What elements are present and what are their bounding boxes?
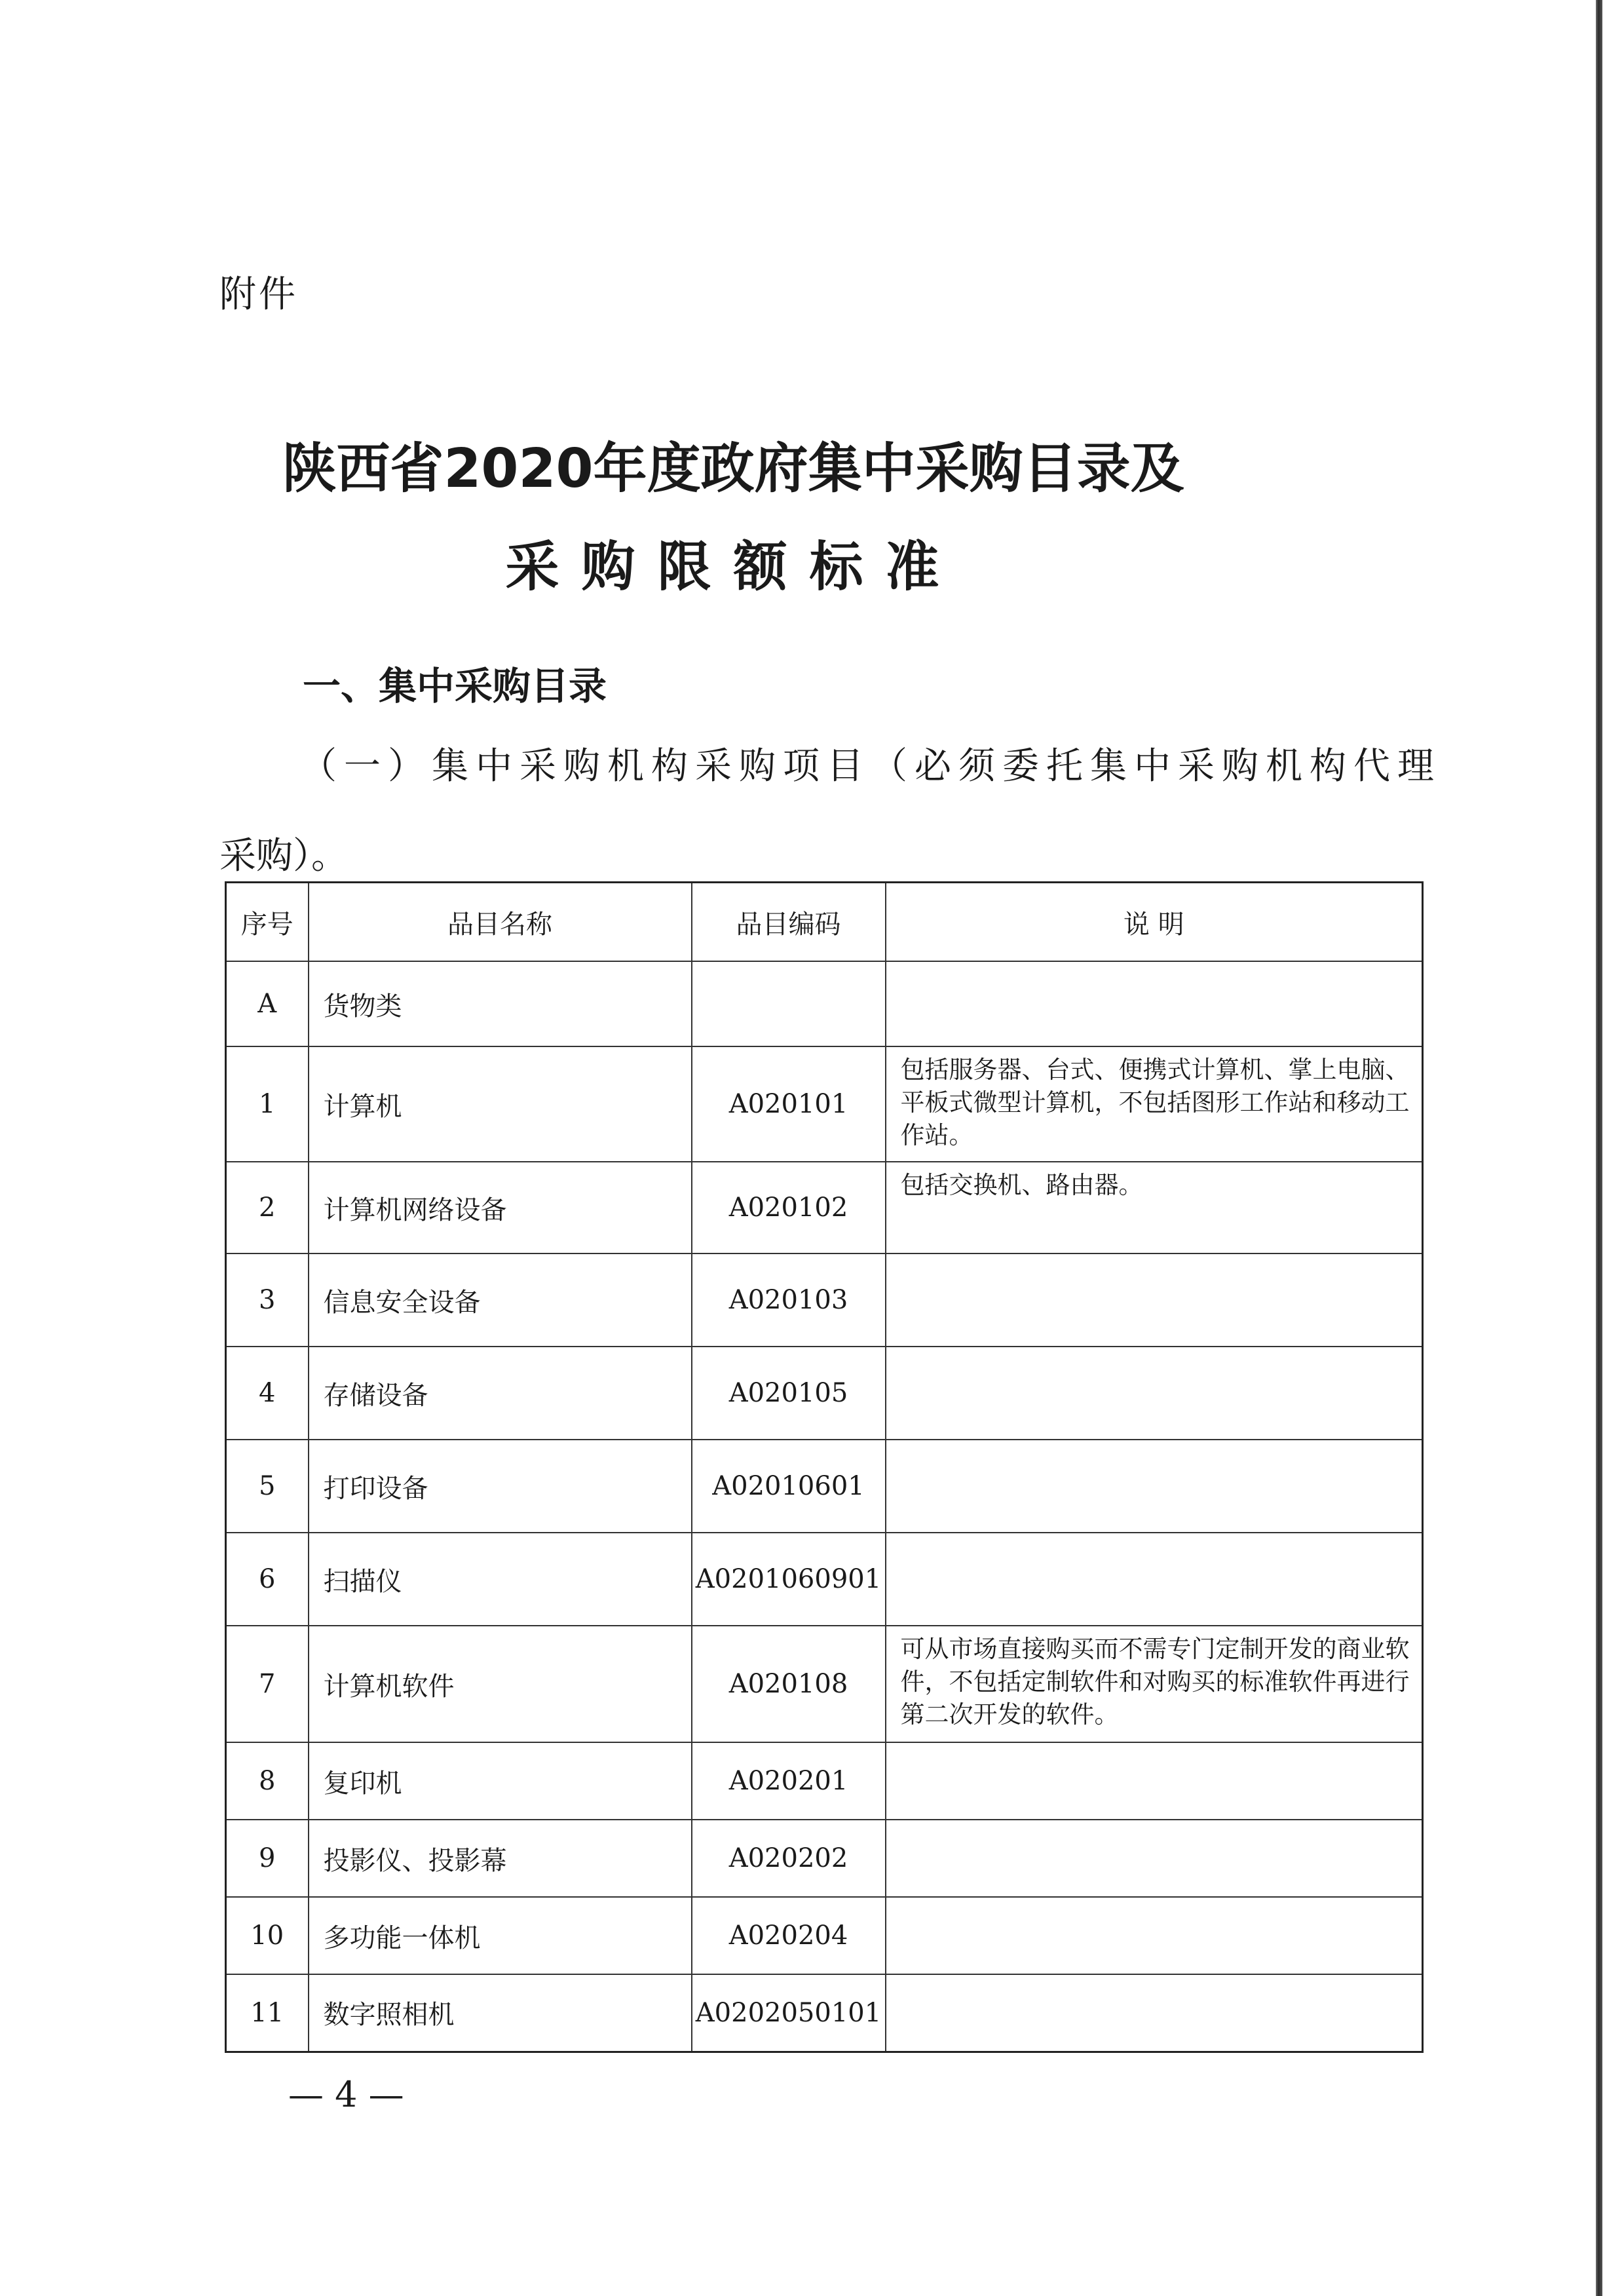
item-description: 包括交换机、路由器。 — [886, 1162, 1423, 1253]
header-no: 序号 — [226, 883, 309, 962]
item-description — [886, 1897, 1423, 1974]
item-description — [886, 1440, 1423, 1533]
table-row — [226, 1820, 1423, 1897]
document-title-line1: 陕西省2020年度政府集中采购目录及 — [282, 438, 1184, 500]
item-name: 打印设备 — [309, 1440, 692, 1533]
item-name: 计算机软件 — [309, 1626, 692, 1742]
item-code: A0202050101 — [692, 1974, 886, 2052]
header-item-name: 品目名称 — [309, 883, 692, 962]
item-description: 可从市场直接购买而不需专门定制开发的商业软件，不包括定制软件和对购买的标准软件再进行第二次开发的软件。 — [886, 1626, 1423, 1742]
header-description: 说 明 — [886, 883, 1423, 962]
subsection-text-line1: （一）集中采购机构采购项目（必须委托集中采购机构代理 — [300, 745, 1441, 788]
item-code: A020103 — [692, 1253, 886, 1347]
item-description — [886, 1974, 1423, 2052]
item-name: 数字照相机 — [309, 1974, 692, 2052]
page-number: — 4 — — [288, 2074, 404, 2115]
row-number: 11 — [226, 1974, 309, 2052]
row-number: 2 — [226, 1162, 309, 1253]
table-row — [226, 1974, 1423, 2052]
item-description — [886, 961, 1423, 1046]
section-heading: 一、集中采购目录 — [303, 664, 607, 708]
table-row — [226, 1253, 1423, 1347]
table-header-row — [226, 883, 1423, 962]
row-number: 1 — [226, 1046, 309, 1162]
item-description — [886, 1742, 1423, 1820]
item-description — [886, 1347, 1423, 1440]
table-row — [226, 1162, 1423, 1253]
item-code: A020108 — [692, 1626, 886, 1742]
row-number: A — [226, 961, 309, 1046]
table-row — [226, 1626, 1423, 1742]
subsection-text-line2: 采购）。 — [219, 835, 348, 877]
header-item-code: 品目编码 — [692, 883, 886, 962]
item-description: 包括服务器、台式、便携式计算机、掌上电脑、平板式微型计算机，不包括图形工作站和移动工作站。 — [886, 1046, 1423, 1162]
row-number: 3 — [226, 1253, 309, 1347]
item-code: A0201060901 — [692, 1533, 886, 1626]
item-name: 存储设备 — [309, 1347, 692, 1440]
table-row — [226, 961, 1423, 1046]
item-name: 计算机 — [309, 1046, 692, 1162]
scan-edge — [1596, 0, 1602, 2296]
item-description — [886, 1533, 1423, 1626]
item-name: 复印机 — [309, 1742, 692, 1820]
item-code: A020102 — [692, 1162, 886, 1253]
procurement-catalog-table — [225, 881, 1424, 2053]
table-row — [226, 1533, 1423, 1626]
item-name: 多功能一体机 — [309, 1897, 692, 1974]
row-number: 4 — [226, 1347, 309, 1440]
item-code: A020202 — [692, 1820, 886, 1897]
table-row — [226, 1046, 1423, 1162]
item-description — [886, 1253, 1423, 1347]
row-number: 5 — [226, 1440, 309, 1533]
document-title-line2: 采购限额标准 — [505, 536, 962, 598]
item-name: 计算机网络设备 — [309, 1162, 692, 1253]
row-number: 10 — [226, 1897, 309, 1974]
item-code: A02010601 — [692, 1440, 886, 1533]
item-name: 货物类 — [309, 961, 692, 1046]
item-code: A020101 — [692, 1046, 886, 1162]
table-row — [226, 1742, 1423, 1820]
item-code: A020204 — [692, 1897, 886, 1974]
item-name: 扫描仪 — [309, 1533, 692, 1626]
item-code: A020201 — [692, 1742, 886, 1820]
row-number: 6 — [226, 1533, 309, 1626]
item-code — [692, 961, 886, 1046]
item-code: A020105 — [692, 1347, 886, 1440]
table-row — [226, 1347, 1423, 1440]
item-description — [886, 1820, 1423, 1897]
item-name: 投影仪、投影幕 — [309, 1820, 692, 1897]
row-number: 9 — [226, 1820, 309, 1897]
item-name: 信息安全设备 — [309, 1253, 692, 1347]
row-number: 7 — [226, 1626, 309, 1742]
attachment-label: 附件 — [219, 273, 298, 316]
row-number: 8 — [226, 1742, 309, 1820]
table-row — [226, 1440, 1423, 1533]
table-row — [226, 1897, 1423, 1974]
